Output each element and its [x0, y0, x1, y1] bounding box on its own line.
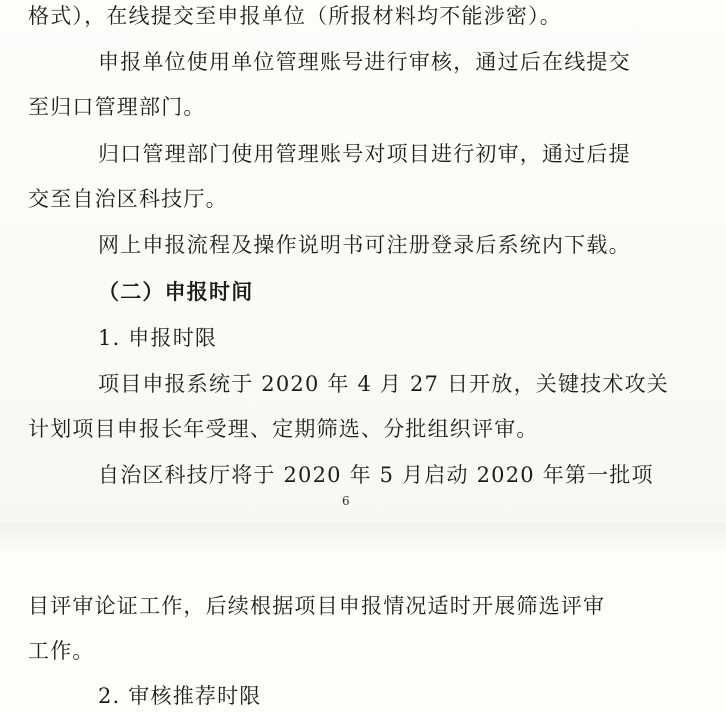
text-line-2: 申报单位使用单位管理账号进行审核，通过后在线提交 [98, 50, 631, 74]
text-line-9: 项目申报系统于 2020 年 4 月 27 日开放，关键技术攻关 [98, 372, 669, 396]
subsection-heading-2: 2. 审核推荐时限 [98, 684, 262, 708]
text-line-6: 网上申报流程及操作说明书可注册登录后系统内下载。 [98, 233, 631, 257]
section-heading: （二）申报时间 [98, 279, 254, 304]
text-line-1: 格式），在线提交至申报单位（所报材料均不能涉密）。 [28, 4, 562, 28]
text-line-13: 工作。 [28, 639, 95, 663]
text-line-4: 归口管理部门使用管理账号对项目进行初审，通过后提 [98, 142, 631, 166]
page-number: 6 [342, 494, 350, 508]
text-line-3: 至归口管理部门。 [28, 95, 206, 119]
text-line-11: 自治区科技厅将于 2020 年 5 月启动 2020 年第一批项 [98, 463, 654, 487]
document-page-bottom [0, 556, 726, 713]
subsection-heading: 1. 申报时限 [98, 326, 218, 350]
text-line-5: 交至自治区科技厅。 [28, 187, 228, 211]
text-line-10: 计划项目申报长年受理、定期筛选、分批组织评审。 [28, 417, 539, 441]
text-line-12: 目评审论证工作，后续根据项目申报情况适时开展筛选评审 [28, 594, 606, 618]
